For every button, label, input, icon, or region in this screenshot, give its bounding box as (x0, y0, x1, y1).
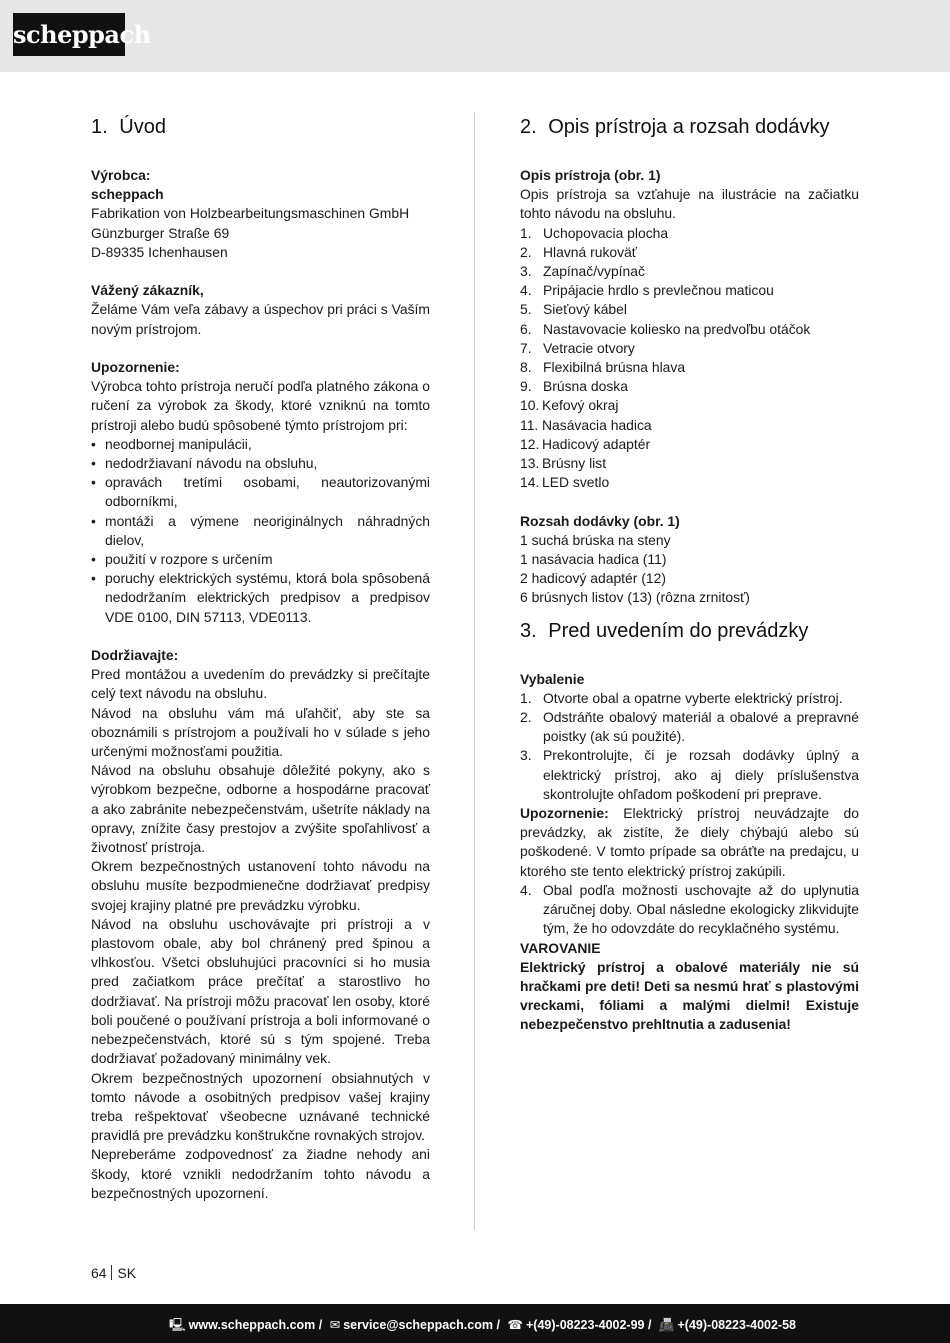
phone-icon: ☎ (507, 1318, 523, 1332)
email-link[interactable]: service@scheppach.com / (343, 1318, 500, 1332)
list-item: 7. Vetracie otvory (520, 339, 635, 356)
header-bar (0, 0, 950, 72)
list-item: 2. Odstráňte obalový materiál a obalové a prepravné poistky (ak sú použité). (520, 709, 859, 745)
observe-paragraph: Návod na obsluhu vám má uľahčiť, aby ste sa oboznámili s prístrojom a používali ho v súlade s jeho určenými možnosťami použitia. (91, 704, 430, 760)
list-item: 1. Uchopovacia plocha (520, 224, 669, 241)
list-item: 14. LED svetlo (520, 474, 610, 491)
list-item: 9. Brúsna doska (520, 378, 628, 395)
fax-icon: 📠 (658, 1318, 675, 1332)
list-item: 1. Otvorte obal a opatrne vyberte elektrický prístroj. (520, 689, 843, 706)
list-item: 3. Prekontrolujte, či je rozsah dodávky úplný a elektrický prístroj, ako aj diely príslušenstva skontrolujte ohľadom poškodení pri preprave. (520, 747, 859, 802)
manufacturer-name: scheppach (91, 186, 164, 203)
list-item: 2. Hlavná rukoväť (520, 243, 637, 260)
observe-paragraph: Návod na obsluhu obsahuje dôležité pokyny, ako s výrobkom bezpečne, odborne a hospodárne pracovať a ako zabránite nebezpečenstvám, ušetríte náklady na opravy, znížite časy prestojov a zvýšite spoľahlivosť a životnosť prístroja. (91, 762, 430, 856)
warning-text: Elektrický prístroj a obalové materiály nie sú hračkami pre deti! Deti sa nesmú hrať s plastovými vreckami, fóliami a malými dielmi! Existuje nebezpečenstvo prehltnutia a zadusenia! (520, 958, 859, 1033)
scope-label: Rozsah dodávky (obr. 1) (520, 512, 680, 529)
list-item: 5. Sieťový kábel (520, 301, 627, 318)
observe-label: Dodržiavajte: (91, 647, 179, 664)
list-item: • použití v rozpore s určením (91, 550, 430, 569)
observe-paragraph: Návod na obsluhu uschovávajte pri prístroji a v plastovom obale, aby bol chránený pred špinou a vlhkosťou. Všetci obsluhujúci pracovníci si ho musia pred začiatkom práce prečítať a starostlivo ho dodržiavať. Na prístroji môžu pracovať len osoby, ktoré boli poučené o používaní prístroja a boli informované o nebezpečenstvách, ktoré sú s tým spojené. Treba dodržiavať požadovaný minimálny vek. (91, 915, 430, 1067)
observe-paragraph: Okrem bezpečnostných ustanovení tohto návodu na obsluhu musíte bezpodmienečne dodržiavať predpisy svojej krajiny platné pre prevádzku výrobku. (91, 858, 430, 913)
unpack-list (520, 689, 859, 804)
unpack-list-continued (520, 881, 859, 939)
notice-label: Upozornenie: (91, 359, 180, 375)
address-line: Fabrikation von Holzbearbeitungsmaschinen GmbH (91, 205, 410, 222)
notice-list (91, 435, 430, 627)
note-paragraph: Upozornenie: Elektrický prístroj neuvádzajte do prevádzky, ak zistíte, že diely chýbajú alebo sú poškodené. V tomto prípade sa obráťte na predajcu, u ktorého ste tento elektrický prístroj zakúpili. (520, 805, 859, 879)
list-item: 4. Obal podľa možnosti uschovajte až do uplynutia záručnej doby. Obal následne ekologicky zlikvidujte tým, že ho odovzdáte do recyklačného systému. (520, 881, 859, 937)
unpack-label: Vybalenie (520, 670, 585, 687)
fax-number: +(49)-08223-4002-58 (677, 1318, 796, 1332)
list-item: • neodbornej manipulácii, (91, 435, 430, 454)
notice-text: Výrobca tohto prístroja neručí podľa platného zákona o ručení za výrobok za škody, ktoré vzniknú na tomto prístroji alebo budú spôsobené týmto prístrojom pri: (91, 378, 430, 433)
description-label: Opis prístroja (obr. 1) (520, 167, 661, 183)
list-item: 6. Nastavovacie koliesko na predvoľbu otáčok (520, 320, 811, 337)
list-item: • montáži a výmene neoriginálnych náhradných dielov, (91, 512, 430, 550)
greeting-text: Želáme Vám veľa zábavy a úspechov pri práci s Vaším novým prístrojom. (91, 301, 430, 337)
address-line: Günzburger Straße 69 (91, 224, 230, 241)
list-item: 4. Pripájacie hrdlo s prevlečnou maticou (520, 282, 774, 299)
scope-item: 1 nasávacia hadica (11) (520, 551, 667, 568)
observe-paragraph: Pred montážou a uvedením do prevádzky si prečítajte celý text návodu na obsluhu. (91, 666, 430, 702)
website-link[interactable]: www.scheppach.com / (188, 1318, 323, 1332)
manufacturer-label: Výrobca: (91, 167, 151, 183)
parts-list (520, 224, 859, 493)
scope-item: 1 suchá brúska na steny (520, 531, 671, 548)
observe-paragraph: Nepreberáme zodpovednosť za žiadne nehody ani škody, ktoré vznikli nedodržaním tohto návodu a bezpečnostných upozornení. (91, 1146, 430, 1201)
section-1-heading: 1. Úvod (91, 116, 166, 138)
scope-item: 6 brúsnych listov (13) (rôzna zrnitosť) (520, 589, 750, 606)
address-line: D-89335 Ichenhausen (91, 243, 228, 260)
scheppach-logo: scheppach (13, 13, 125, 56)
page-number: 64 SK (91, 1265, 136, 1281)
list-item: 8. Flexibilná brúsna hlava (520, 359, 686, 376)
list-item: • nedodržiavaní návodu na obsluhu, (91, 454, 430, 473)
greeting-label: Vážený zákazník, (91, 282, 204, 299)
section-2-heading: 2. Opis prístroja a rozsah dodávky (520, 116, 830, 138)
list-item: 11. Nasávacia hadica (520, 416, 652, 433)
scope-item: 2 hadicový adaptér (12) (520, 570, 666, 587)
mail-icon: ✉ (329, 1318, 341, 1332)
warning-label: VAROVANIE (520, 939, 601, 956)
description-text: Opis prístroja sa vzťahuje na ilustrácie na začiatku tohto návodu na obsluhu. (520, 186, 859, 222)
left-column (91, 114, 430, 1203)
list-item: 10. Kefový okraj (520, 397, 619, 414)
right-column (520, 114, 859, 1035)
computer-icon: 🖳 (168, 1318, 186, 1332)
list-item: • poruchy elektrických systému, ktorá bola spôsobená nedodržaním elektrických predpisov a predpisov VDE 0100, DIN 57113, VDE0113. (91, 569, 430, 627)
section-3-heading: 3. Pred uvedením do prevádzky (520, 619, 809, 642)
phone-number: +(49)-08223-4002-99 / (526, 1318, 652, 1332)
footer-bar (0, 1304, 950, 1343)
list-item: 12. Hadicový adaptér (520, 435, 651, 452)
list-item: • opravách tretími osobami, neautorizovanými odborníkmi, (91, 473, 430, 511)
list-item: 3. Zapínač/vypínač (520, 263, 645, 280)
observe-paragraph: Okrem bezpečnostných upozornení obsiahnutých v tomto návode a osobitných predpisov vašej krajiny treba rešpektovať všeobecne uznávané technické pravidlá pre prevádzku konštrukčne rovnakých strojov. (91, 1069, 430, 1144)
column-divider (474, 112, 475, 1230)
list-item: 13. Brúsny list (520, 455, 607, 472)
